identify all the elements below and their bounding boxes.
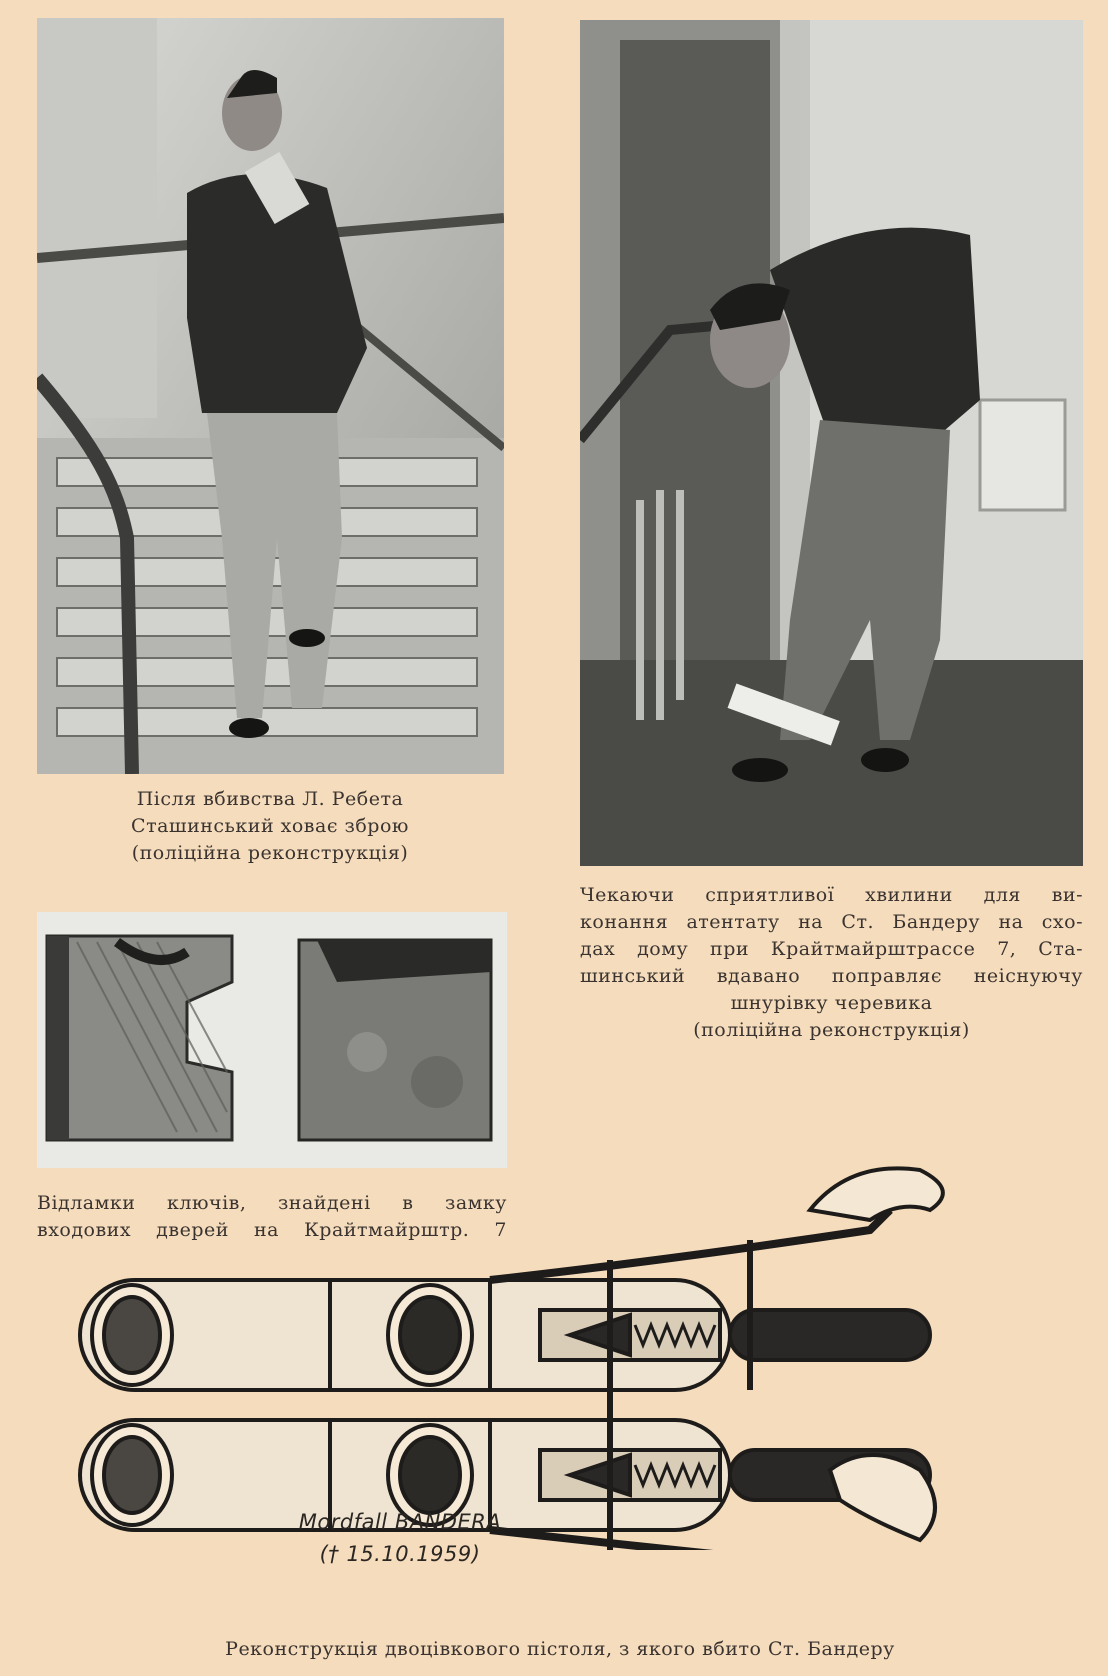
caption-line: Після вбивства Л. Ребета [136, 788, 404, 810]
diagram-label-title: Mordfall BANDERA [298, 1510, 502, 1534]
pistol-diagram [70, 1150, 1070, 1550]
diagram-label-date: († 15.10.1959) [319, 1542, 481, 1566]
photo-key-fragments [37, 912, 507, 1168]
caption-line: Відламки ключів, знайдені в замку [37, 1192, 507, 1214]
caption-line: Сташинський ховає зброю [131, 815, 409, 837]
photo-man-on-stairs [37, 18, 504, 774]
caption-man-tying-shoe [580, 882, 1083, 1044]
caption-pistol: Реконструкція двоцівкового пістоля, з якого вбито Ст. Бандеру [225, 1638, 895, 1660]
photo-man-tying-shoe [580, 20, 1083, 866]
caption-man-on-stairs [60, 786, 480, 867]
caption-line: входових дверей на Крайтмайрштр. 7 [37, 1219, 507, 1241]
caption-line: шнурівку черевика [730, 992, 933, 1014]
caption-line: конання атентату на Ст. Бандеру на схо- [580, 911, 1083, 933]
caption-line: (поліційна реконструкція) [693, 1019, 970, 1041]
caption-line: (поліційна реконструкція) [131, 842, 409, 864]
caption-line: дах дому при Крайтмайрштрассе 7, Ста- [580, 938, 1083, 960]
caption-line: Чекаючи сприятливої хвилини для ви- [580, 884, 1083, 906]
caption-line: шинський вдавано поправляє неіснуючу [580, 965, 1083, 987]
